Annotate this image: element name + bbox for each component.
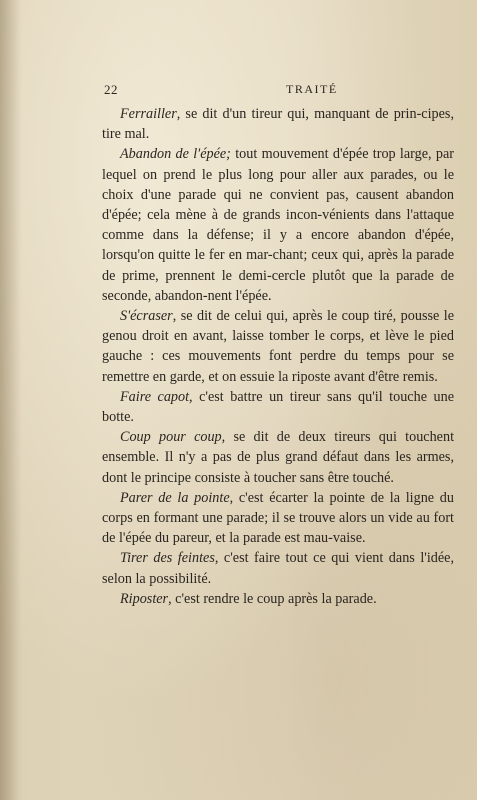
- definition-text: , se dit d'un tireur qui, manquant de prin-cipes, tire mal.: [102, 106, 454, 143]
- defined-term: Faire capot: [120, 388, 190, 405]
- definition-paragraph: [102, 387, 454, 427]
- definition-paragraph: [102, 427, 454, 488]
- gutter-shadow: [0, 0, 22, 800]
- definition-text: tout mouvement d'épée trop large, par lequel on prend le plus long pour aller aux parades, ou le choix d'une parade qui ne convient pas, causent abandon d'épée; cela mène à de grands incon-vénients dans l'attaque comme dans la défense; il y a encore abandon d'épée, lorsqu'on quitte le fer en mar-chant; ceux qui, après la parade de prime, prennent le demi-cercle plutôt que la parade de seconde, abandon-nent l'épée.: [102, 146, 454, 304]
- page-number: 22: [104, 82, 118, 97]
- page-header: [104, 82, 417, 98]
- definition-text: , c'est battre un tireur sans qu'il touche une botte.: [102, 388, 454, 426]
- definition-text: , se dit de celui qui, après le coup tiré, pousse le genou droit en avant, laisse tomber le corps, et lève le pied gauche : ces mouvements font perdre du temps pour se remettre en garde, et on essuie la riposte avant d'être remis.: [102, 308, 454, 385]
- definition-text: , c'est faire tout ce qui vient dans l'idée, selon la possibilité.: [102, 550, 454, 587]
- defined-term: S'écraser: [120, 308, 173, 325]
- definition-paragraph: [102, 548, 454, 588]
- definition-paragraph: [102, 488, 454, 549]
- defined-term: Coup pour coup: [120, 429, 222, 446]
- defined-term: Riposter: [120, 590, 169, 607]
- defined-term: Tirer des feintes: [120, 550, 215, 567]
- definition-text: , c'est écarter la pointe de la ligne du corps en formant une parade; il se trouve alors un vide au fort de l'épée du pareur, et la parade est mau-vaise.: [102, 489, 454, 547]
- defined-term: Ferrailler: [120, 106, 177, 122]
- defined-term: Parer de la pointe: [120, 489, 230, 506]
- definition-paragraph: [102, 306, 454, 387]
- running-head: TRAITÉ: [286, 82, 338, 96]
- text-body: [102, 104, 454, 609]
- definition-text: , c'est rendre le coup après la parade.: [168, 590, 377, 607]
- definition-text: , se dit de deux tireurs qui touchent ensemble. Il n'y a pas de plus grand défaut dans les armes, dont le principe consiste à toucher sans être touché.: [102, 429, 455, 486]
- definition-paragraph: [102, 144, 454, 306]
- definition-paragraph: [102, 104, 454, 144]
- definition-paragraph: [102, 589, 454, 609]
- defined-term: Abandon de l'épée;: [120, 146, 231, 163]
